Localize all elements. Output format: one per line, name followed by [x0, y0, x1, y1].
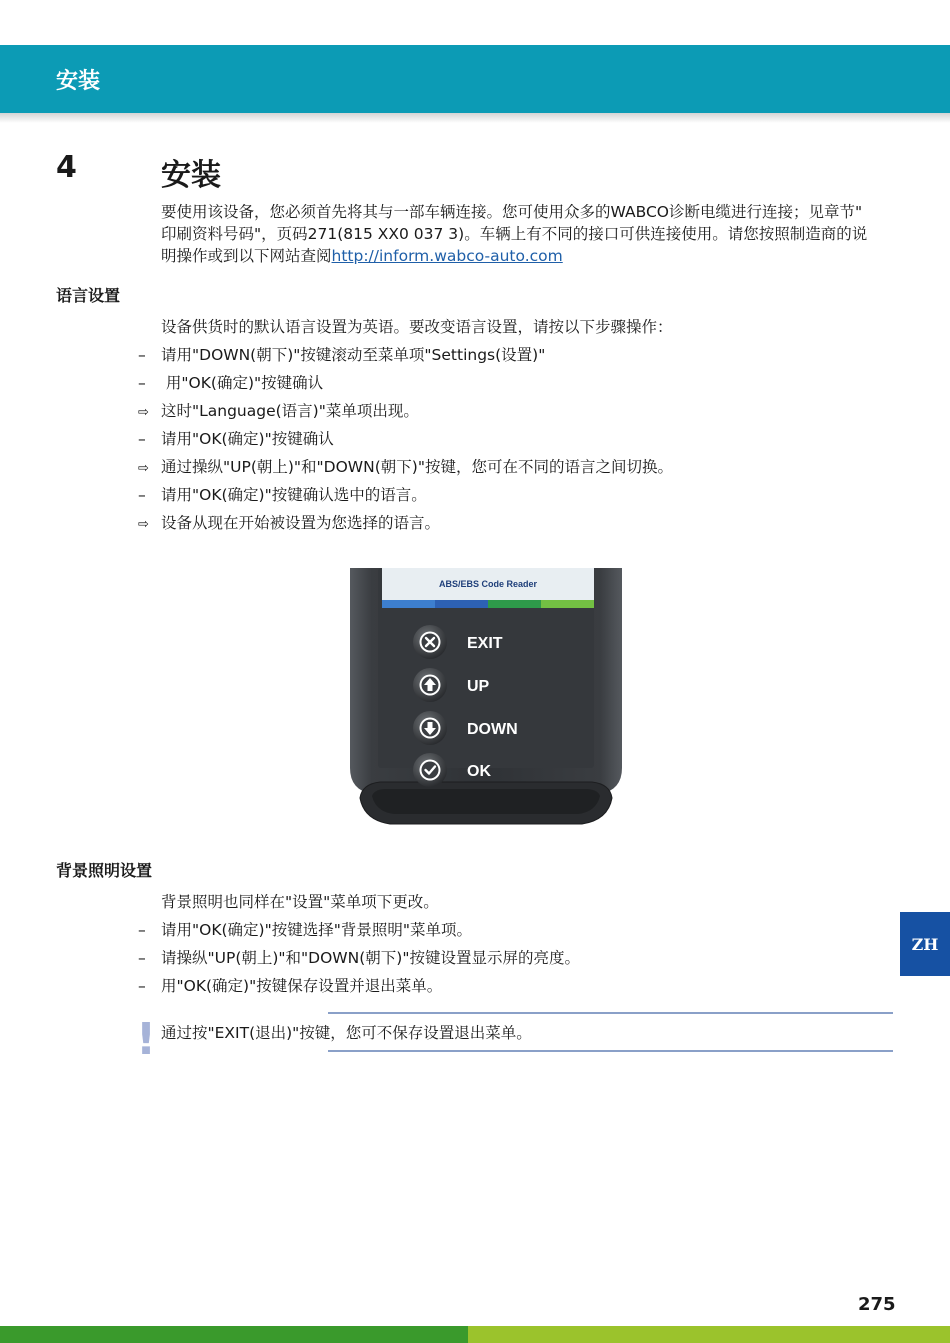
arrow-down-icon: [422, 720, 439, 737]
note-text: 通过按"EXIT(退出)"按键，您可不保存设置退出菜单。: [161, 1024, 532, 1042]
language-result: [138, 455, 673, 477]
stripe: [488, 600, 541, 608]
intro-link[interactable]: http://inform.wabco-auto.com: [331, 247, 563, 265]
note-top-line: [328, 1012, 893, 1014]
page-number: 275: [858, 1294, 896, 1315]
result-arrow-icon: ⇨: [138, 405, 149, 420]
language-intro: 设备供货时的默认语言设置为英语。要改变语言设置，请按以下步骤操作：: [161, 318, 673, 336]
header-shadow: [0, 113, 950, 123]
backlight-section-heading: 背景照明设置: [56, 861, 153, 880]
dash-bullet: –: [138, 346, 146, 364]
dash-bullet: –: [138, 949, 146, 967]
code-reader-device: [350, 568, 622, 828]
intro-line: 印刷资料号码"，页码271(815 XX0 037 3)。车辆上有不同的接口可供连接使用。请您按照制造商的说: [161, 225, 868, 243]
language-result: [138, 399, 419, 421]
intro-paragraph: [161, 201, 891, 267]
intro-line: 要使用该设备，您必须首先将其与一部车辆连接。您可使用众多的WABCO诊断电缆进行连接；见章节": [161, 203, 863, 221]
backlight-step: [138, 946, 580, 968]
device-button-label: DOWN: [467, 721, 518, 738]
dash-bullet: –: [138, 374, 146, 392]
intro-line: [161, 245, 891, 267]
device-screen-label: ABS/EBS Code Reader: [438, 579, 538, 589]
header-band: [0, 45, 950, 113]
dash-bullet: –: [138, 430, 146, 448]
language-result: [138, 511, 440, 533]
step-text: 请操纵"UP(朝上)"和"DOWN(朝下)"按键设置显示屏的亮度。: [161, 949, 580, 967]
step-text: 设备从现在开始被设置为您选择的语言。: [161, 514, 441, 532]
language-step: [138, 483, 427, 505]
note-bottom-line: [328, 1050, 893, 1052]
device-button-label: UP: [467, 678, 490, 695]
stripe: [541, 600, 594, 608]
backlight-step: [138, 918, 472, 940]
language-tab: ZH: [900, 912, 950, 976]
warning-icon: !: [136, 1014, 157, 1065]
language-step: [138, 343, 545, 365]
device-photo: [350, 568, 622, 828]
footer-band-lime: [468, 1326, 950, 1343]
stripe: [435, 600, 488, 608]
step-text: 请用"DOWN(朝下)"按键滚动至菜单项"Settings(设置)": [161, 346, 546, 364]
step-text: 用"OK(确定)"按键确认: [161, 374, 324, 392]
header-title: 安装: [56, 69, 101, 94]
step-text: 请用"OK(确定)"按键确认选中的语言。: [161, 486, 427, 504]
footer-band-green: [0, 1326, 468, 1343]
step-text: 请用"OK(确定)"按键确认: [161, 430, 334, 448]
close-icon: [422, 634, 439, 651]
chapter-title: 安装: [161, 158, 221, 193]
dash-bullet: –: [138, 486, 146, 504]
stripe: [382, 600, 435, 608]
intro-line-text: 明操作或到以下网站查阅: [161, 247, 332, 265]
result-arrow-icon: ⇨: [138, 517, 149, 532]
chapter-number: 4: [56, 150, 77, 185]
dash-bullet: –: [138, 977, 146, 995]
result-arrow-icon: ⇨: [138, 461, 149, 476]
dash-bullet: –: [138, 921, 146, 939]
device-button-label: EXIT: [467, 635, 503, 652]
step-text: 请用"OK(确定)"按键选择"背景照明"菜单项。: [161, 921, 472, 939]
backlight-step: [138, 974, 442, 996]
check-icon: [422, 762, 439, 779]
arrow-up-icon: [422, 677, 439, 694]
backlight-intro: 背景照明也同样在"设置"菜单项下更改。: [161, 893, 439, 911]
language-step: [138, 371, 323, 393]
step-text: 通过操纵"UP(朝上)"和"DOWN(朝下)"按键，您可在不同的语言之间切换。: [161, 458, 673, 476]
language-step: [138, 427, 334, 449]
device-button-label: OK: [467, 763, 491, 780]
step-text: 这时"Language(语言)"菜单项出现。: [161, 402, 419, 420]
language-section-heading: 语言设置: [56, 286, 121, 305]
step-text: 用"OK(确定)"按键保存设置并退出菜单。: [161, 977, 443, 995]
